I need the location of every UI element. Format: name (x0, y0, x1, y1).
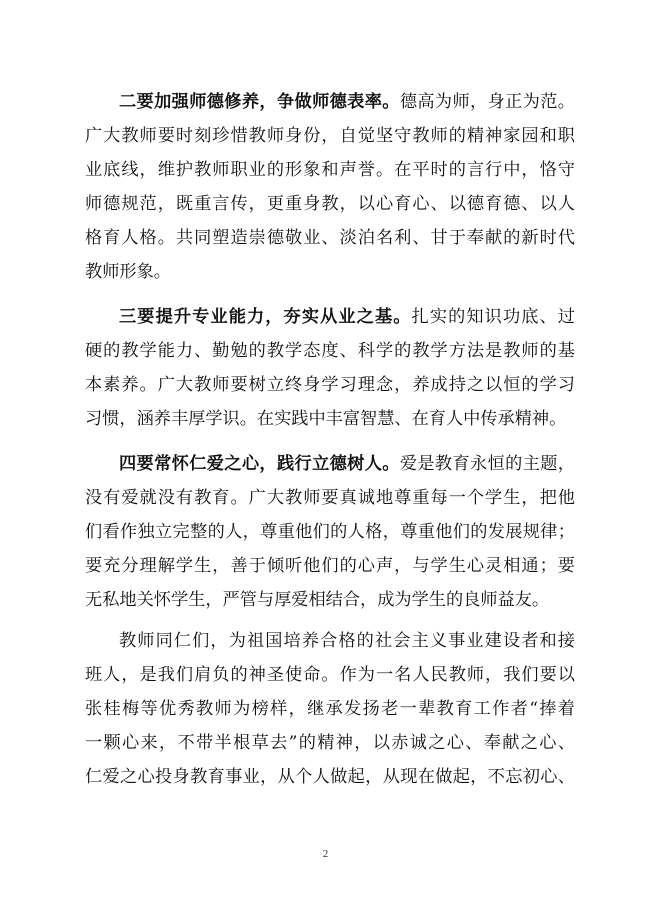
paragraph-line: 无私地关怀学生，严管与厚爱相结合，成为学生的良师益友。 (85, 590, 550, 610)
paragraph-line: 没有爱就没有教育。广大教师要真诚地尊重每一个学生，把他 (85, 488, 575, 508)
paragraph-line: 师德规范，既重言传，更重身教，以心育心、以德育德、以人 (85, 194, 575, 214)
paragraph-heading: 二要加强师德修养，争做师德表率。 (119, 92, 400, 112)
paragraph-line: 本素养。广大教师要树立终身学习理念，养成持之以恒的学习 (85, 375, 575, 395)
paragraph-line: 一颗心来，不带半根草去”的精神，以赤诚之心、奉献之心、 (85, 733, 575, 753)
paragraph-line: 硬的教学能力、勤勉的教学态度、科学的教学方法是教师的基 (85, 341, 575, 361)
paragraph-professional-ability (85, 300, 575, 436)
paragraph-text: 德高为师，身正为范。 (399, 92, 575, 112)
paragraph-line: 习惯，涵养丰厚学识。在实践中丰富智慧、在育人中传承精神。 (85, 409, 567, 429)
paragraph-heading: 四要常怀仁爱之心，践行立德树人。 (119, 454, 400, 474)
paragraph-closing-appeal (85, 624, 575, 794)
paragraph-first-line (85, 85, 575, 119)
paragraph-line: 教师形象。 (85, 262, 171, 282)
paragraph-teacher-ethics (85, 85, 575, 289)
paragraph-line: 仁爱之心投身教育事业，从个人做起，从现在做起，不忘初心、 (85, 767, 575, 787)
paragraph-line: 格育人格。共同塑造崇德敬业、淡泊名利、甘于奉献的新时代 (85, 228, 575, 248)
paragraph-caring-heart (85, 447, 575, 617)
paragraph-line: 张桂梅等优秀教师为榜样，继承发扬老一辈教育工作者“捧着 (85, 699, 575, 719)
paragraph-text: 扎实的知识功底、过 (411, 307, 575, 327)
paragraph-line: 们看作独立完整的人，尊重他们的人格，尊重他们的发展规律； (85, 522, 575, 542)
paragraph-first-line (85, 300, 575, 334)
paragraph-line: 业底线，维护教师职业的形象和声誉。在平时的言行中，恪守 (85, 160, 575, 180)
paragraph-line: 班人，是我们肩负的神圣使命。作为一名人民教师，我们要以 (85, 665, 575, 685)
paragraph-heading: 三要提升专业能力，夯实从业之基。 (119, 307, 412, 327)
paragraph-text: 爱是教育永恒的主题， (399, 454, 575, 474)
paragraph-line: 要充分理解学生，善于倾听他们的心声，与学生心灵相通；要 (85, 556, 575, 576)
paragraph-first-line: 教师同仁们，为祖国培养合格的社会主义事业建设者和接 (119, 631, 575, 651)
page-number: 2 (322, 848, 329, 860)
paragraph-line: 广大教师要时刻珍惜教师身份，自觉坚守教师的精神家园和职 (85, 126, 575, 146)
paragraph-first-line (85, 447, 575, 481)
